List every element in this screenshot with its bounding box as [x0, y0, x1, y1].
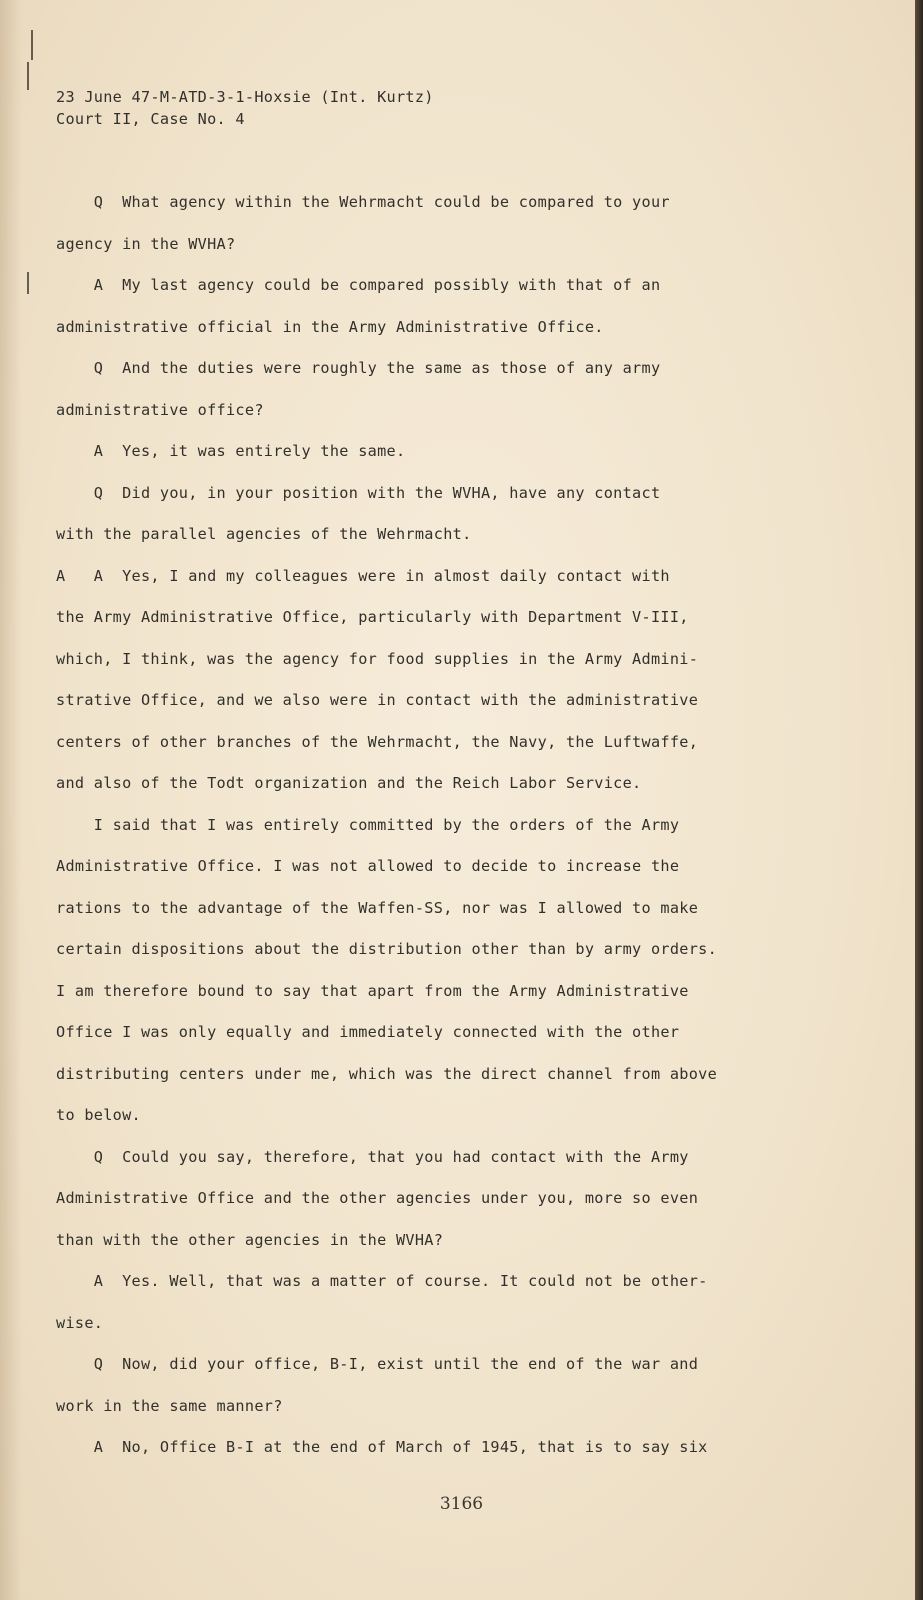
text-line: Administrative Office. I was not allowed to decide to increase the	[56, 857, 680, 875]
text-line: administrative office?	[56, 400, 264, 419]
text-line: distributing centers under me, which was the direct channel from above	[56, 1064, 718, 1083]
text-line: A Yes, it was entirely the same.	[56, 442, 406, 460]
text-line: and also of the Todt organization and the Reich Labor Service.	[56, 774, 642, 792]
text-line: Q Did you, in your position with the WVHA, have any contact	[56, 483, 661, 502]
text-line: Administrative Office and the other agencies under you, more so even	[56, 1189, 699, 1207]
text-line: administrative official in the Army Administrative Office.	[56, 317, 604, 336]
text-line: I said that I was entirely committed by the orders of the Army	[56, 815, 680, 834]
text-line: I am therefore bound to say that apart from the Army Administrative	[56, 981, 689, 1000]
text-line: A A Yes, I and my colleagues were in almost daily contact with	[56, 566, 670, 585]
text-line: Q Could you say, therefore, that you had contact with the Army	[56, 1147, 689, 1166]
text-line: A Yes. Well, that was a matter of course. It could not be other-	[56, 1272, 708, 1290]
margin-mark	[31, 30, 33, 60]
text-line: A My last agency could be compared possibly with that of an	[56, 276, 661, 294]
header-line-1: 23 June 47-M-ATD-3-1-Hoxsie (Int. Kurtz)	[56, 88, 434, 106]
margin-mark	[27, 272, 29, 294]
page-right-edge	[915, 0, 923, 1600]
text-line: wise.	[56, 1313, 104, 1332]
text-line: Office I was only equally and immediately connected with the other	[56, 1023, 680, 1041]
transcript-body	[56, 182, 776, 1469]
text-line: A No, Office B-I at the end of March of 1945, that is to say six	[56, 1438, 708, 1456]
text-line: with the parallel agencies of the Wehrmacht.	[56, 525, 472, 543]
text-line: agency in the WVHA?	[56, 234, 236, 253]
margin-mark	[27, 62, 29, 90]
text-line: than with the other agencies in the WVHA?	[56, 1230, 444, 1249]
text-line: centers of other branches of the Wehrmacht, the Navy, the Luftwaffe,	[56, 732, 699, 751]
header-line-2: Court II, Case No. 4	[56, 110, 245, 128]
text-line: to below.	[56, 1106, 141, 1124]
transcript-text	[56, 86, 776, 1469]
text-line: work in the same manner?	[56, 1396, 283, 1415]
page-number: 3166	[439, 1494, 484, 1514]
text-line: strative Office, and we also were in contact with the administrative	[56, 691, 699, 709]
text-line: Q And the duties were roughly the same as those of any army	[56, 359, 661, 377]
text-line: the Army Administrative Office, particularly with Department V-III,	[56, 608, 689, 626]
text-line: rations to the advantage of the Waffen-SS, nor was I allowed to make	[56, 898, 699, 917]
text-line: which, I think, was the agency for food supplies in the Army Admini-	[56, 649, 699, 668]
page-left-shadow	[0, 0, 22, 1600]
text-line: Q What agency within the Wehrmacht could be compared to your	[56, 193, 670, 211]
text-line: Q Now, did your office, B-I, exist until the end of the war and	[56, 1355, 699, 1373]
text-line: certain dispositions about the distribution other than by army orders.	[56, 940, 718, 958]
